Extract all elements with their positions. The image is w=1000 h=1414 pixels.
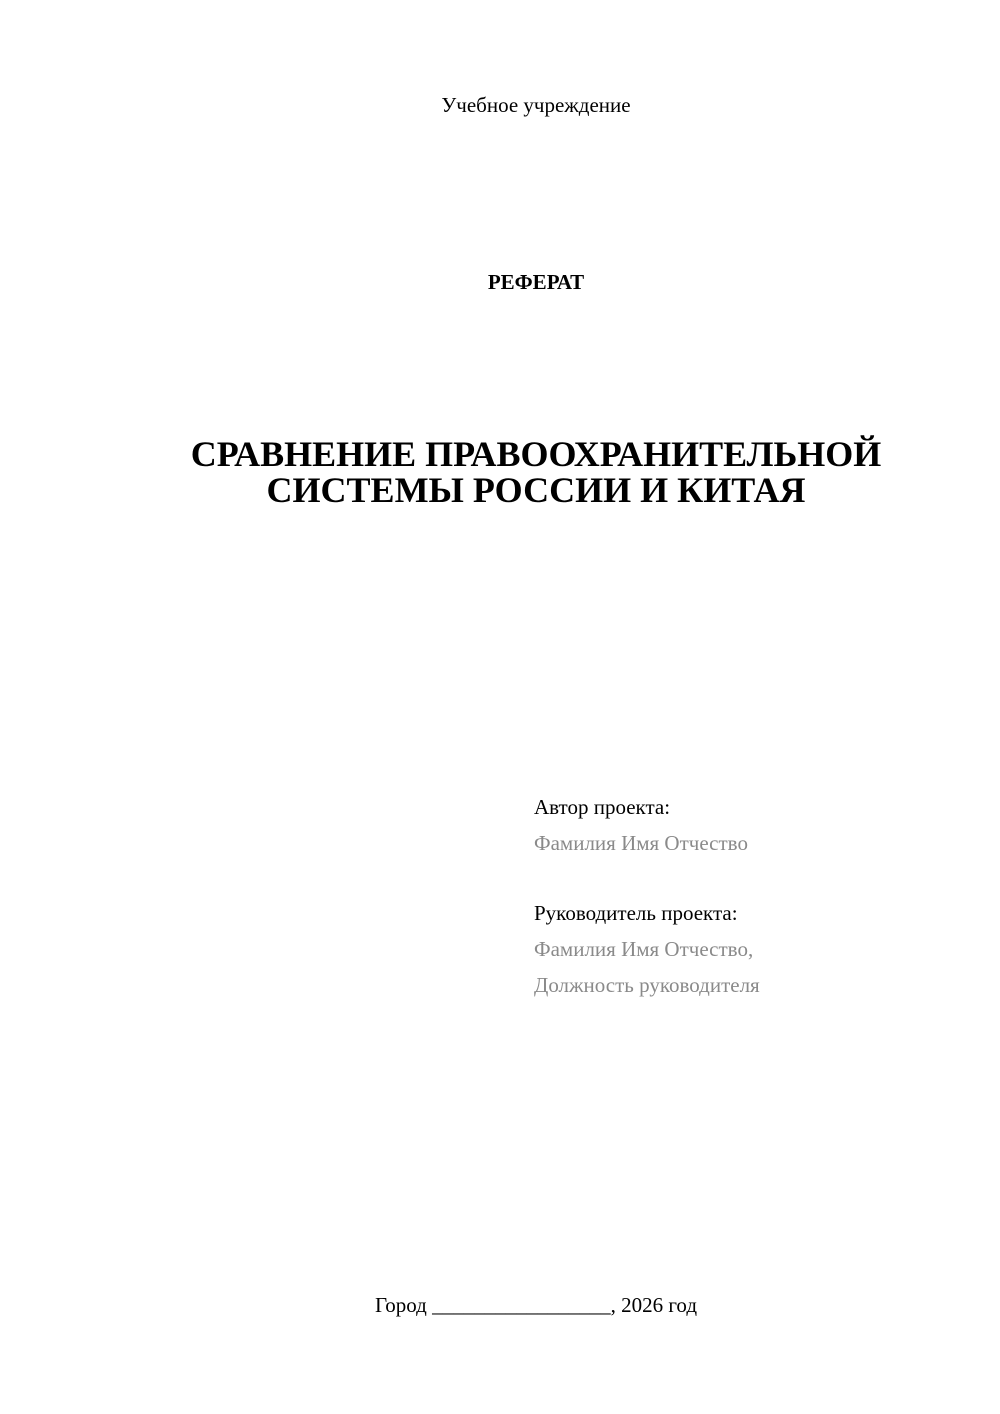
institution-name: Учебное учреждение	[441, 93, 631, 117]
city-label: Город	[374, 1293, 427, 1317]
year-text: , 2026 год	[610, 1293, 698, 1317]
author-label: Автор проекта:	[534, 795, 671, 819]
supervisor-label: Руководитель проекта:	[534, 901, 738, 925]
author-name: Фамилия Имя Отчество	[534, 831, 748, 855]
document-title	[0, 436, 1000, 508]
document-title-line-1: СРАВНЕНИЕ ПРАВООХРАНИТЕЛЬНОЙ	[190, 434, 882, 474]
city-blank: _________________	[432, 1293, 611, 1317]
credits-block	[534, 789, 760, 1003]
credits-spacer	[534, 861, 760, 895]
supervisor-position: Должность руководителя	[534, 973, 760, 997]
document-title-line-2: СИСТЕМЫ РОССИИ И КИТАЯ	[266, 470, 806, 510]
document-type: РЕФЕРАТ	[487, 270, 585, 294]
footer-city-year	[0, 1291, 1000, 1319]
supervisor-name: Фамилия Имя Отчество,	[534, 937, 754, 961]
